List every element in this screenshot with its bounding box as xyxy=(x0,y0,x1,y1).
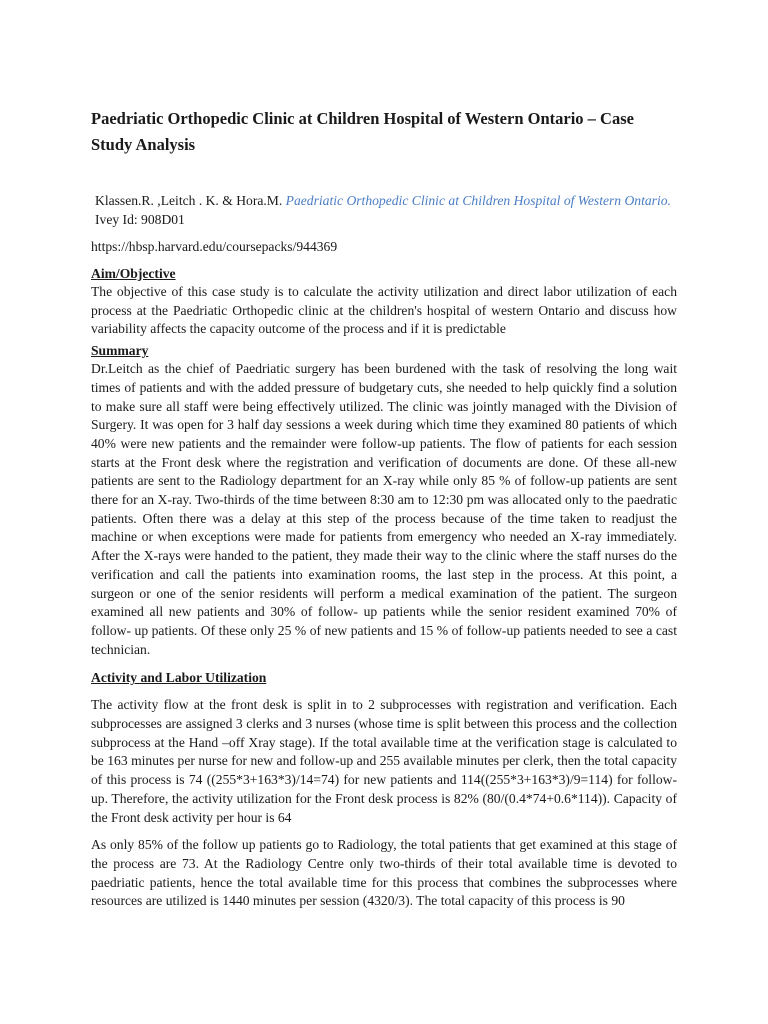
summary-heading: Summary xyxy=(91,343,149,359)
activity-paragraph-2: As only 85% of the follow up patients go to Radiology, the total patients that get examined at this stage of the process are 73. At the Radiology Centre only two-thirds of their total available time is devoted to paedriatic patients, hence the total available time for this process that combines the subprocesses where resources are utilized is 1440 minutes per session (4320/3). The total capacity of this process is 90 xyxy=(91,837,677,909)
document-title: Paedriatic Orthopedic Clinic at Children Hospital of Western Ontario – Case Study Analysis xyxy=(91,109,634,154)
activity-heading: Activity and Labor Utilization xyxy=(91,670,267,686)
aim-heading: Aim/Objective xyxy=(91,266,176,281)
citation-authors: Klassen.R. ,Leitch . K. & Hora.M. xyxy=(95,193,286,208)
citation-link[interactable]: Paedriatic Orthopedic Clinic at Children Hospital of Western Ontario. xyxy=(285,193,671,208)
aim-paragraph: The objective of this case study is to calculate the activity utilization and direct labor utilization of each process at the Paedriatic Orthopedic clinic at the children's hospital of western Ontario and discuss how variability affects the capacity outcome of the process and if it is predictable xyxy=(91,284,677,337)
activity-paragraph-1: The activity flow at the front desk is split in to 2 subprocesses with registration and verification. Each subprocesses are assigned 3 clerks and 3 nurses (whose time is split between this process and the collection subprocess at the Hand –off Xray stage). If the total available time at the verification stage is calculated to be 163 minutes per nurse for new and follow-up and 255 available minutes per clerk, then the total capacity of this process is 74 ((255*3+163*3)/14=74) for new patients and 114((255*3+163*3)/9=114) for follow-up. Therefore, the activity utilization for the Front desk process is 82% (80/(0.4*74+0.6*114)). Capacity of the Front desk activity per hour is 64 xyxy=(91,697,677,825)
citation xyxy=(91,191,677,229)
source-url: https://hbsp.harvard.edu/coursepacks/944369 xyxy=(91,239,338,254)
citation-id: Ivey Id: 908D01 xyxy=(95,212,185,227)
summary-paragraph: Dr.Leitch as the chief of Paedriatic surgery has been burdened with the task of resolving the long wait times of patients and with the added pressure of budgetary cuts, she needed to help quickly find a solution to make sure all staff were being effectively utilized. The clinic was jointly managed with the Division of Surgery. It was open for 3 half day sessions a week during which time they examined 80 patients of which 40% were new patients and the remainder were follow-up patients. The flow of patients for each session starts at the Front desk where the registration and verification of documents are done. Of these all-new patients are sent to the Radiology department for an X-ray while only 85 % of follow-up patients are sent there for an X-ray. Two-thirds of the time between 8:30 am to 12:30 pm was allocated only to the paedratic patients. Often there was a delay at this step of the process because of the time taken to readjust the machine or when exceptions were made for patients from emergency who needed an X-ray immediately. After the X-rays were handed to the patient, they made their way to the clinic where the staff nurses do the verification and call the patients into examination rooms, the last step in the process. At this point, a surgeon or one of the senior residents will perform a medical examination of the patient. The surgeon examined all new patients and 30% of follow- up patients while the senior resident examined 70% of follow- up patients. Of these only 25 % of new patients and 15 % of follow-up patients needed to see a cast technician. xyxy=(91,361,677,657)
